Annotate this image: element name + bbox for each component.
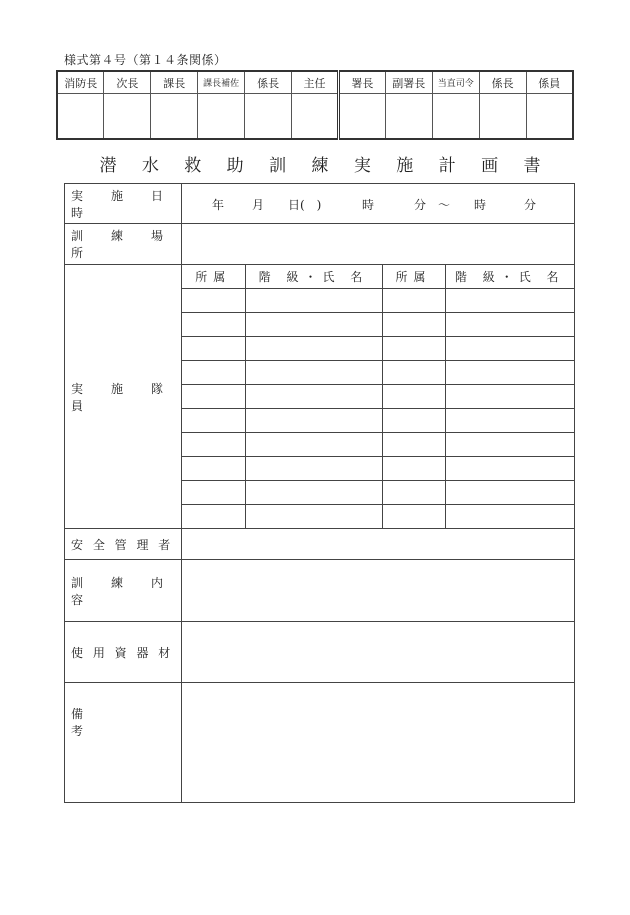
member-cell[interactable] <box>445 457 574 481</box>
notes-label: 備 考 <box>65 683 182 803</box>
stamp-header: 係長 <box>479 71 526 94</box>
stamp-box[interactable] <box>385 94 432 140</box>
member-cell[interactable] <box>382 505 445 529</box>
member-cell[interactable] <box>382 289 445 313</box>
stamp-box[interactable] <box>479 94 526 140</box>
member-cell[interactable] <box>245 505 382 529</box>
stamp-box[interactable] <box>198 94 245 140</box>
equipment-label: 使 用 資 器 材 <box>65 622 182 683</box>
member-cell[interactable] <box>182 505 245 529</box>
approval-stamp-table <box>56 70 574 140</box>
member-cell[interactable] <box>382 385 445 409</box>
member-cell[interactable] <box>445 385 574 409</box>
member-cell[interactable] <box>445 337 574 361</box>
stamp-header: 当直司令 <box>432 71 479 94</box>
stamp-header: 次長 <box>104 71 151 94</box>
member-cell[interactable] <box>182 337 245 361</box>
equipment-field[interactable] <box>182 622 575 683</box>
member-row <box>182 337 574 361</box>
member-cell[interactable] <box>182 361 245 385</box>
date-hour-start: 時 <box>362 198 375 212</box>
plan-form-table <box>64 183 575 803</box>
stamp-header: 係長 <box>245 71 292 94</box>
content-label: 訓 練 内 容 <box>65 560 182 622</box>
safety-manager-field[interactable] <box>182 529 575 560</box>
member-cell[interactable] <box>182 289 245 313</box>
member-row <box>182 505 574 529</box>
member-cell[interactable] <box>182 385 245 409</box>
date-hour-end: 時 <box>474 198 487 212</box>
members-header: 所属 <box>182 265 245 289</box>
members-label: 実 施 隊 員 <box>65 265 182 529</box>
member-cell[interactable] <box>445 289 574 313</box>
stamp-box[interactable] <box>338 94 385 140</box>
date-field[interactable] <box>182 184 575 224</box>
member-cell[interactable] <box>245 481 382 505</box>
notes-field[interactable] <box>182 683 575 803</box>
form-number: 様式第４号（第１４条関係） <box>64 53 227 67</box>
member-row <box>182 313 574 337</box>
date-minute-end: 分 <box>524 198 537 212</box>
member-cell[interactable] <box>245 313 382 337</box>
members-header: 所属 <box>382 265 445 289</box>
stamp-header: 課長 <box>151 71 198 94</box>
document-title: 潜 水 救 助 訓 練 実 施 計 画 書 <box>99 156 551 176</box>
members-table <box>182 265 574 528</box>
members-header: 階 級・氏 名 <box>445 265 574 289</box>
member-cell[interactable] <box>245 385 382 409</box>
stamp-box[interactable] <box>151 94 198 140</box>
stamp-box[interactable] <box>292 94 339 140</box>
member-cell[interactable] <box>182 313 245 337</box>
stamp-header: 署長 <box>338 71 385 94</box>
member-cell[interactable] <box>445 433 574 457</box>
member-cell[interactable] <box>382 481 445 505</box>
date-day: 日( ) <box>288 198 322 212</box>
member-row <box>182 361 574 385</box>
member-cell[interactable] <box>182 409 245 433</box>
content-field[interactable] <box>182 560 575 622</box>
member-row <box>182 289 574 313</box>
member-cell[interactable] <box>245 457 382 481</box>
member-cell[interactable] <box>182 457 245 481</box>
member-row <box>182 385 574 409</box>
stamp-header: 係員 <box>526 71 573 94</box>
member-cell[interactable] <box>245 361 382 385</box>
member-cell[interactable] <box>245 337 382 361</box>
member-row <box>182 481 574 505</box>
member-cell[interactable] <box>382 457 445 481</box>
member-cell[interactable] <box>445 361 574 385</box>
member-cell[interactable] <box>382 337 445 361</box>
stamp-box[interactable] <box>57 94 104 140</box>
member-cell[interactable] <box>245 409 382 433</box>
safety-manager-label: 安 全 管 理 者 <box>65 529 182 560</box>
stamp-box[interactable] <box>526 94 573 140</box>
place-field[interactable] <box>182 224 575 265</box>
member-cell[interactable] <box>445 313 574 337</box>
member-cell[interactable] <box>182 433 245 457</box>
stamp-box[interactable] <box>432 94 479 140</box>
stamp-box[interactable] <box>245 94 292 140</box>
date-minute-start: 分 ～ <box>414 198 451 212</box>
stamp-box[interactable] <box>104 94 151 140</box>
member-row <box>182 457 574 481</box>
place-label: 訓 練 場 所 <box>65 224 182 265</box>
stamp-header: 副署長 <box>385 71 432 94</box>
stamp-header: 課長補佐 <box>198 71 245 94</box>
member-cell[interactable] <box>382 409 445 433</box>
member-cell[interactable] <box>245 433 382 457</box>
stamp-header: 消防長 <box>57 71 104 94</box>
member-row <box>182 433 574 457</box>
stamp-header: 主任 <box>292 71 339 94</box>
date-year: 年 <box>212 198 225 212</box>
member-cell[interactable] <box>382 433 445 457</box>
member-cell[interactable] <box>445 481 574 505</box>
date-label: 実 施 日 時 <box>65 184 182 224</box>
member-row <box>182 409 574 433</box>
member-cell[interactable] <box>182 481 245 505</box>
member-cell[interactable] <box>382 361 445 385</box>
members-header: 階 級・氏 名 <box>245 265 382 289</box>
member-cell[interactable] <box>445 505 574 529</box>
date-month: 月 <box>252 198 265 212</box>
member-cell[interactable] <box>382 313 445 337</box>
member-cell[interactable] <box>245 289 382 313</box>
member-cell[interactable] <box>445 409 574 433</box>
